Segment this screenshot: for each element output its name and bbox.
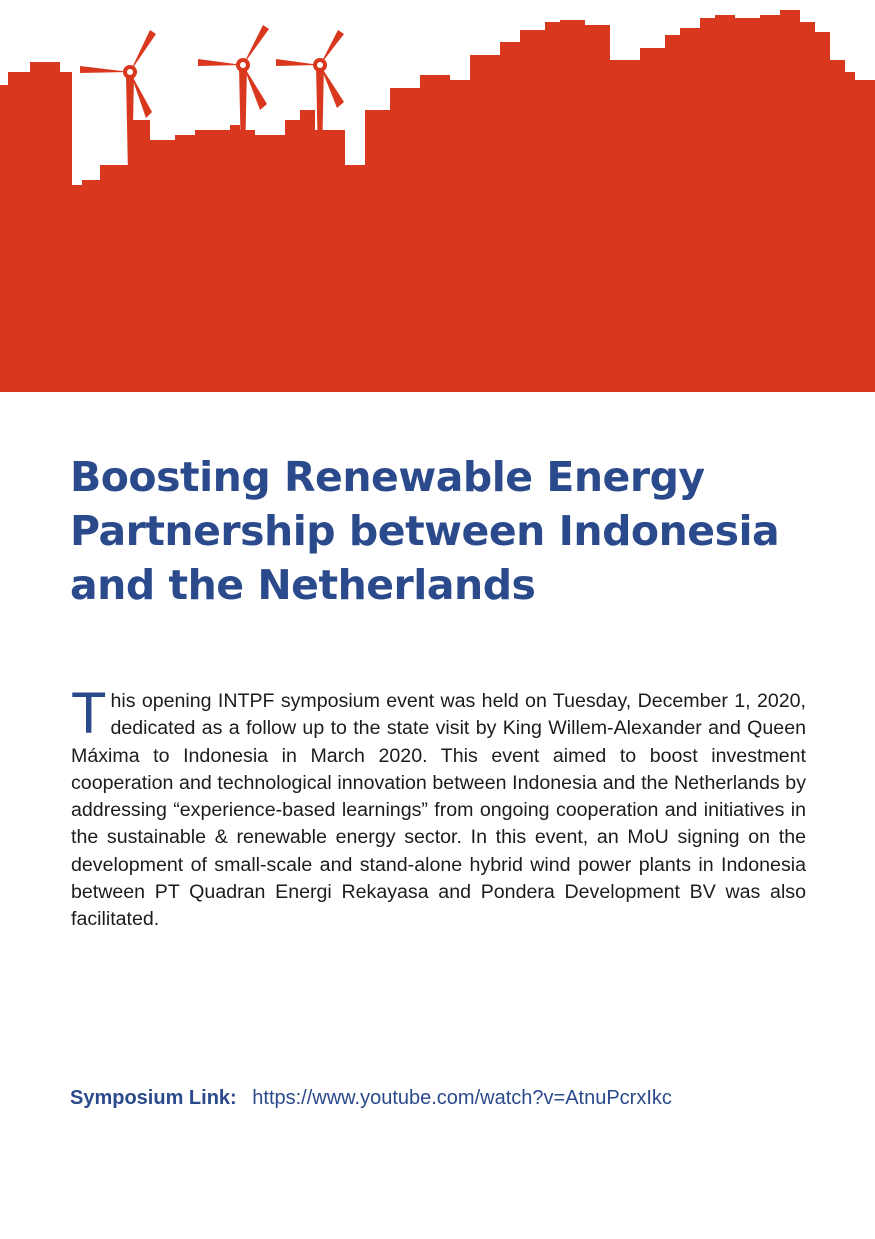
article-title (70, 450, 830, 612)
symposium-link-label: Symposium Link: (70, 1087, 237, 1109)
skyline-illustration (0, 0, 875, 392)
symposium-link-url[interactable]: https://www.youtube.com/watch?v=AtnuPcrxIkc (252, 1087, 672, 1109)
symposium-link-line (70, 1085, 672, 1111)
drop-cap: T (71, 681, 107, 746)
article-title-line-2: Partnership between Indonesia (70, 507, 780, 555)
article-title-line-3: and the Netherlands (70, 561, 536, 609)
city-skyline-wind-turbine-banner (0, 0, 875, 392)
article-title-line-1: Boosting Renewable Energy (70, 453, 705, 501)
article-body-text: his opening INTPF symposium event was held on Tuesday, December 1, 2020, dedicated as a follow up to the state visit by King Willem-Alexander and Queen Máxima to Indonesia in March 2020. This event aimed to boost investment cooperation and technological innovation between Indonesia and the Netherlands by addressing “experience-based learnings” from ongoing cooperation and initiatives in the sustainable & renewable energy sector. In this event, an MoU signing on the development of small-scale and stand-alone hybrid wind power plants in Indonesia between PT Quadran Energi Rekayasa and Pondera Development BV was also facilitated. (71, 690, 806, 931)
article-body (71, 681, 806, 934)
